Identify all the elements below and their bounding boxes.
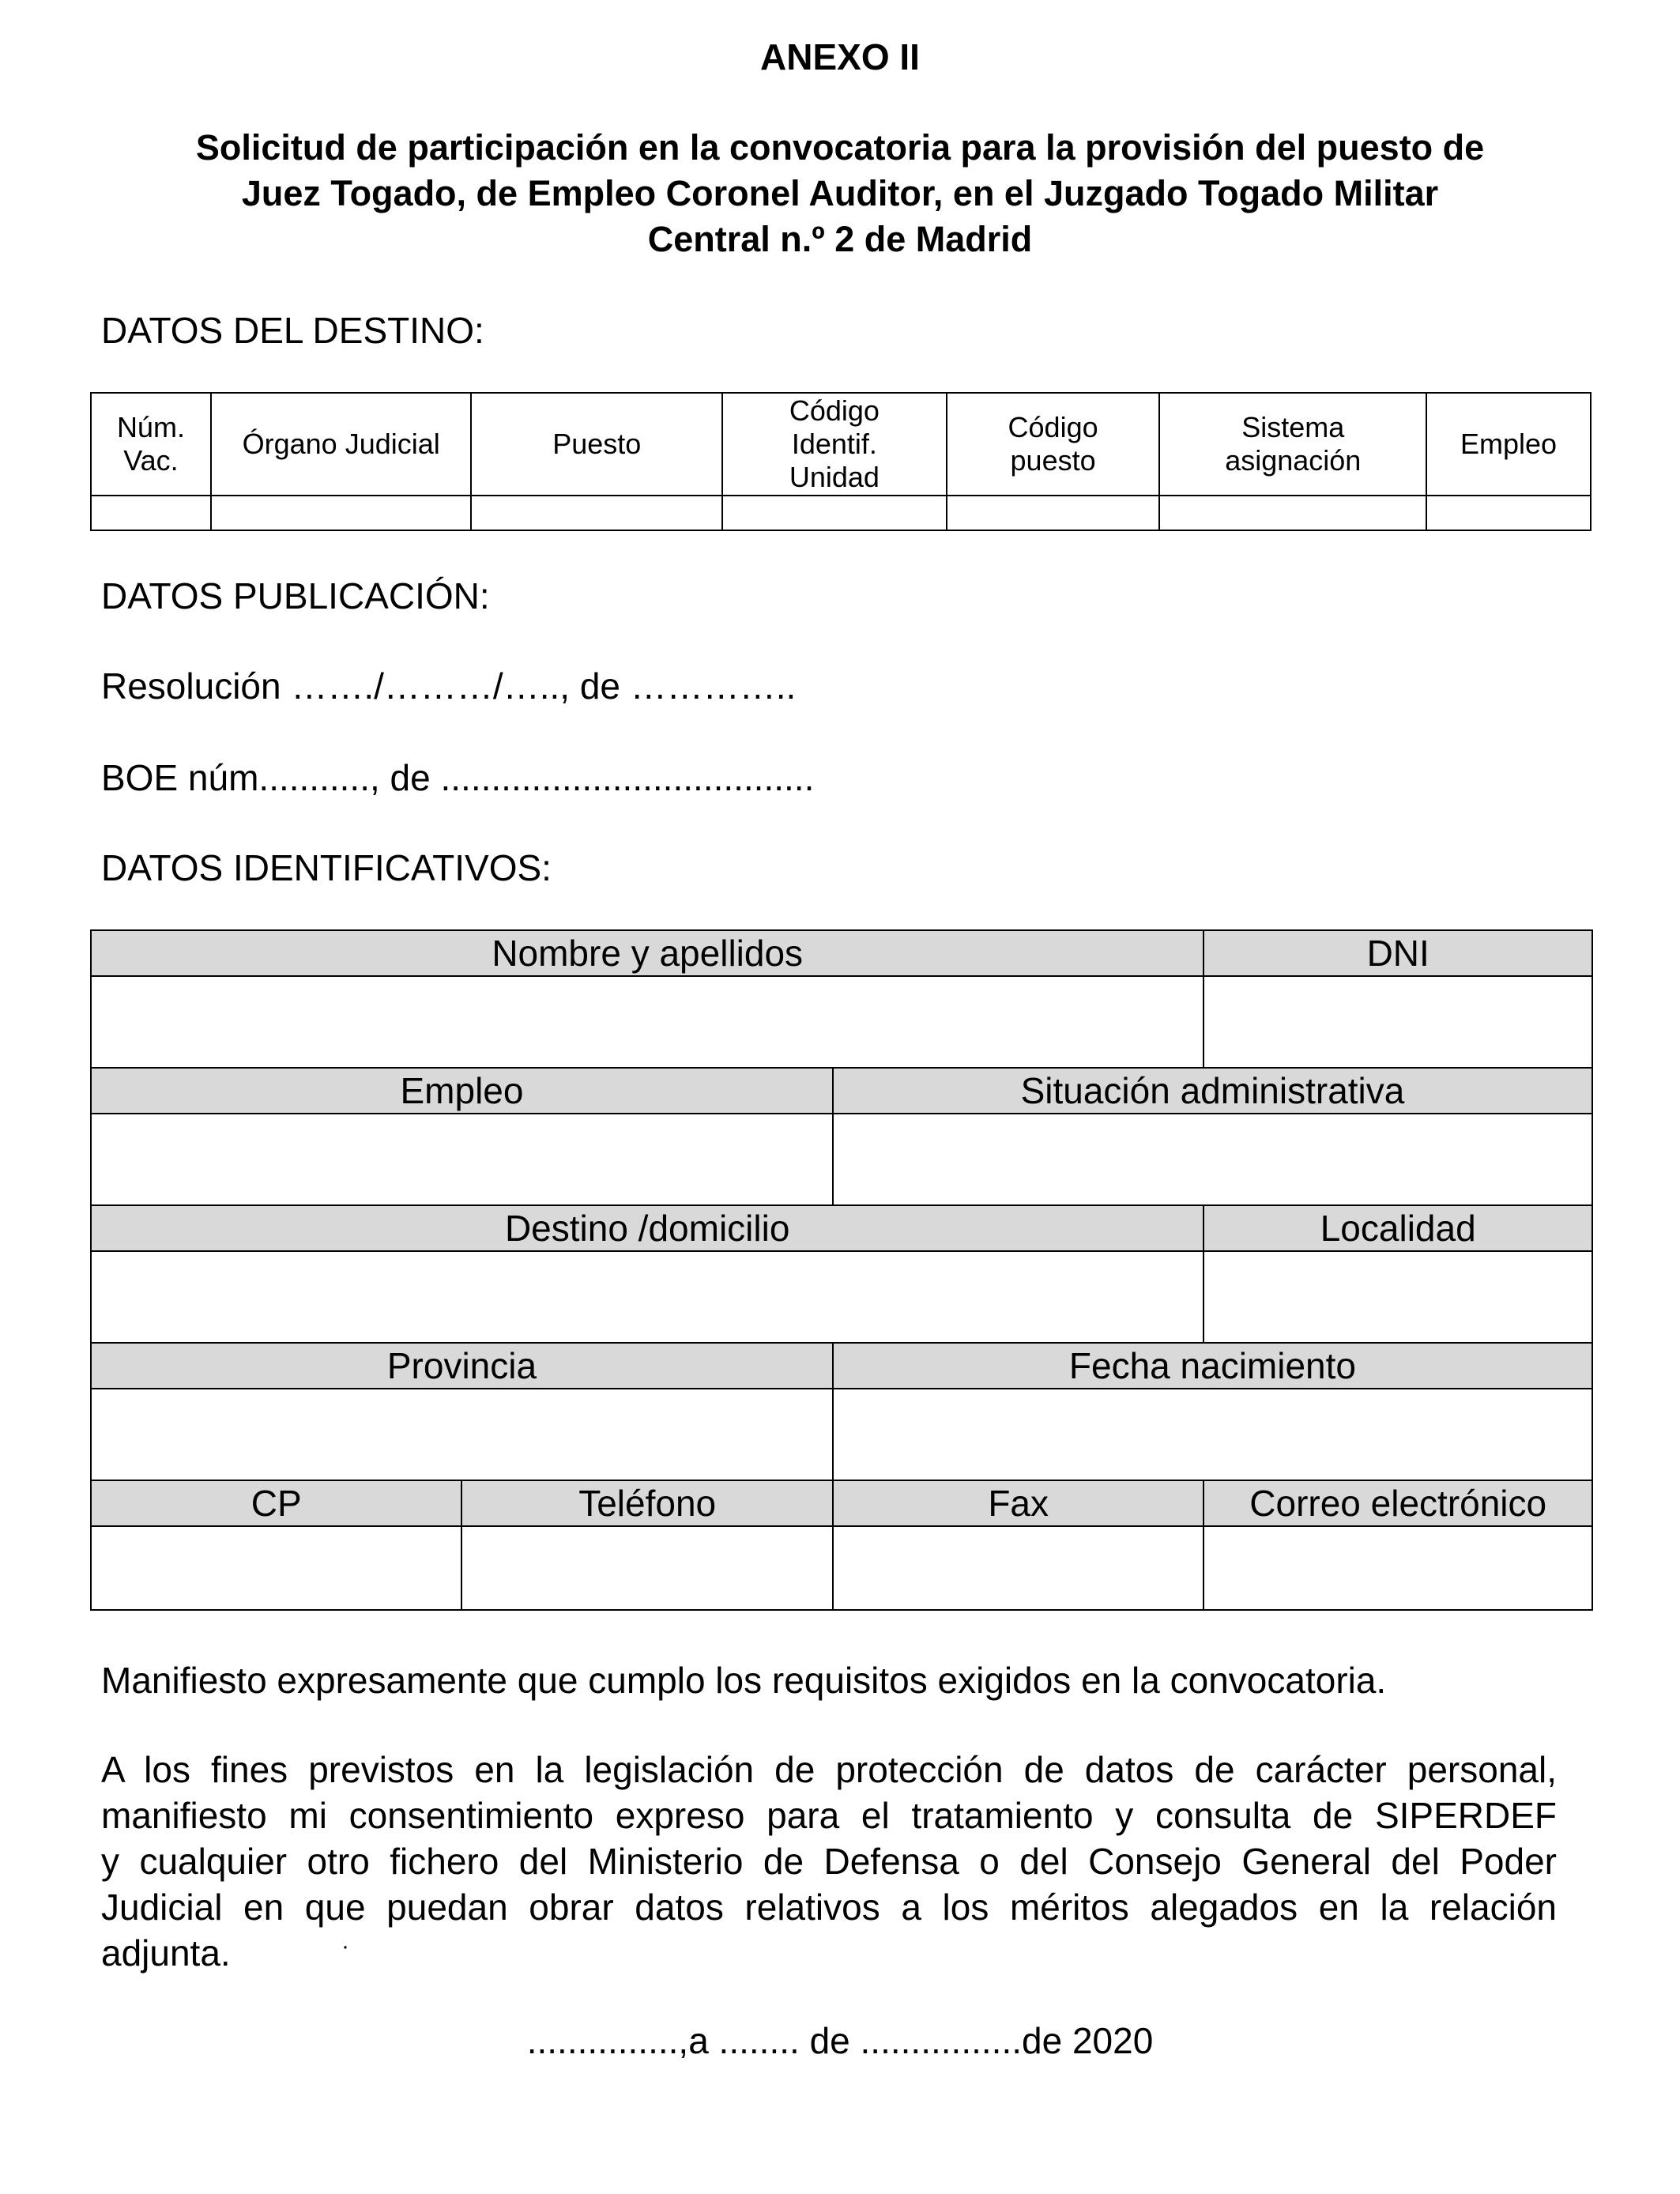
- column-header: Sistema asignación: [1159, 393, 1426, 496]
- form-title-line: Central n.º 2 de Madrid: [647, 219, 1033, 259]
- resolucion-line: Resolución ……./………/….., de …………..: [101, 665, 797, 707]
- column-header: Código puesto: [947, 393, 1160, 496]
- identificativos-table: [90, 929, 1593, 1611]
- codigo-puesto-field[interactable]: [947, 496, 1160, 530]
- empleo-field[interactable]: [91, 1114, 833, 1205]
- dni-field[interactable]: [1203, 976, 1592, 1068]
- section-heading-destino: DATOS DEL DESTINO:: [101, 310, 484, 351]
- telefono-label: Teléfono: [461, 1480, 833, 1526]
- annex-title: ANEXO II: [760, 36, 920, 77]
- declaracion-text: Manifiesto expresamente que cumplo los requisitos exigidos en la convocatoria.: [101, 1660, 1387, 1701]
- paragraph-line: adjunta.: [101, 1932, 231, 1973]
- localidad-field[interactable]: [1203, 1251, 1592, 1343]
- empleo-label: Empleo: [91, 1068, 833, 1114]
- fax-field[interactable]: [833, 1526, 1203, 1610]
- destino-table: [90, 392, 1591, 531]
- signature-date-line: ...............,a ........ de ................de 2020: [526, 2020, 1154, 2061]
- fecha-nacimiento-field[interactable]: [833, 1389, 1592, 1480]
- provincia-field[interactable]: [91, 1389, 833, 1480]
- num-vac-field[interactable]: [91, 496, 211, 530]
- section-heading-identificativos: DATOS IDENTIFICATIVOS:: [101, 847, 552, 888]
- situacion-label: Situación administrativa: [833, 1068, 1592, 1114]
- column-header: Código Identif. Unidad: [722, 393, 947, 496]
- value-row: [91, 976, 1592, 1068]
- column-header: Órgano Judicial: [211, 393, 472, 496]
- destino-header-row: [91, 393, 1591, 496]
- telefono-field[interactable]: [461, 1526, 833, 1610]
- nombre-label: Nombre y apellidos: [91, 930, 1203, 976]
- dni-label: DNI: [1203, 930, 1592, 976]
- localidad-label: Localidad: [1203, 1205, 1592, 1251]
- column-header: Núm. Vac.: [91, 393, 211, 496]
- codigo-unidad-field[interactable]: [722, 496, 947, 530]
- paragraph-line: y cualquier otro fichero del Ministerio de Defensa o del Consejo General del Poder: [101, 1841, 1557, 1882]
- section-heading-publicacion: DATOS PUBLICACIÓN:: [101, 575, 490, 616]
- provincia-label: Provincia: [91, 1343, 833, 1389]
- form-title-line: Solicitud de participación en la convocatoria para la provisión del puesto de: [195, 127, 1485, 168]
- cp-label: CP: [91, 1480, 461, 1526]
- destino-entry-row: [91, 496, 1591, 530]
- correo-label: Correo electrónico: [1203, 1480, 1592, 1526]
- column-header: Puesto: [471, 393, 722, 496]
- form-title: [95, 125, 1585, 262]
- value-row: [91, 1526, 1592, 1610]
- form-title-line: Juez Togado, de Empleo Coronel Auditor, en el Juzgado Togado Militar: [241, 173, 1439, 213]
- fax-label: Fax: [833, 1480, 1203, 1526]
- organo-judicial-field[interactable]: [211, 496, 472, 530]
- sistema-asignacion-field[interactable]: [1159, 496, 1426, 530]
- paragraph-line: A los fines previstos en la legislación de protección de datos de carácter personal,: [101, 1749, 1557, 1790]
- value-row: [91, 1251, 1592, 1343]
- consentimiento-paragraph: [101, 1747, 1557, 1976]
- destino-field[interactable]: [91, 1251, 1203, 1343]
- fecha-nacimiento-label: Fecha nacimiento: [833, 1343, 1592, 1389]
- value-row: [91, 1389, 1592, 1480]
- situacion-field[interactable]: [833, 1114, 1592, 1205]
- paragraph-line: Judicial en que puedan obrar datos relativos a los méritos alegados en la relación: [101, 1887, 1557, 1928]
- paragraph-line: manifiesto mi consentimiento expreso para el tratamiento y consulta de SIPERDEF: [101, 1795, 1557, 1836]
- cp-field[interactable]: [91, 1526, 461, 1610]
- destino-label: Destino /domicilio: [91, 1205, 1203, 1251]
- label-row: [91, 1068, 1592, 1114]
- value-row: [91, 1114, 1592, 1205]
- label-row: [91, 1343, 1592, 1389]
- empleo-destino-field[interactable]: [1426, 496, 1591, 530]
- label-row: [91, 1480, 1592, 1526]
- stray-dot: ·: [341, 1933, 349, 1959]
- nombre-field[interactable]: [91, 976, 1203, 1068]
- puesto-field[interactable]: [471, 496, 722, 530]
- correo-field[interactable]: [1203, 1526, 1592, 1610]
- label-row: [91, 930, 1592, 976]
- column-header: Empleo: [1426, 393, 1591, 496]
- label-row: [91, 1205, 1592, 1251]
- boe-line: BOE núm..........., de .....................................: [101, 757, 815, 798]
